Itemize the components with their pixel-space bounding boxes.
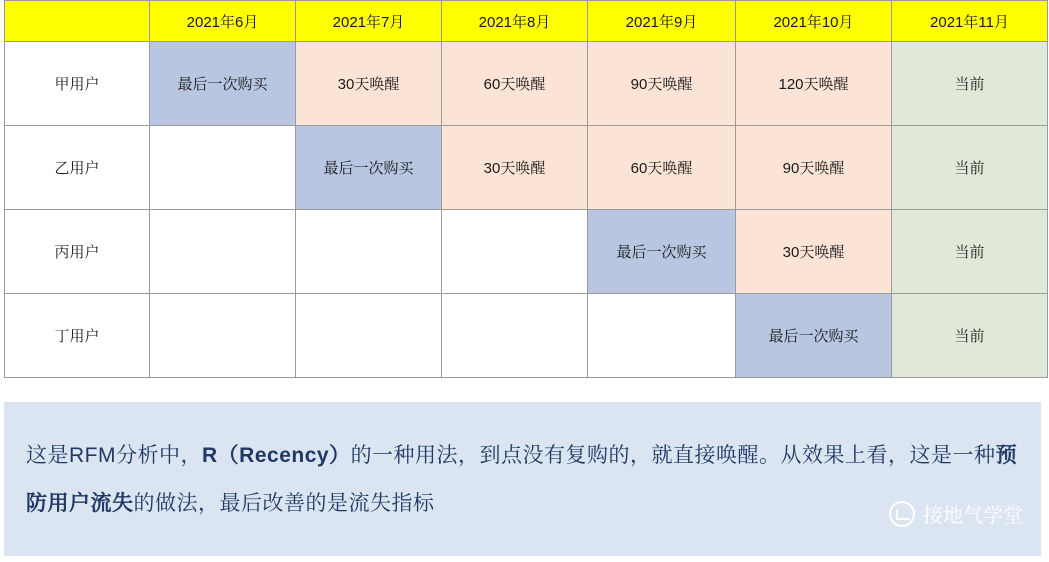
column-header-2021-09: 2021年9月 [588, 1, 736, 42]
cell-user-b-2021-08: 30天唤醒 [442, 126, 588, 210]
note-segment-bold: R（Recency） [202, 444, 351, 467]
note-segment: 的做法，最后改善的是流失指标 [133, 492, 435, 515]
table-row [5, 294, 1048, 378]
cell-user-c-2021-11: 当前 [892, 210, 1048, 294]
cell-user-d-2021-11: 当前 [892, 294, 1048, 378]
note-text [26, 432, 1026, 528]
cell-user-a-2021-10: 120天唤醒 [736, 42, 892, 126]
cell-user-b-2021-06 [150, 126, 296, 210]
cell-user-a-2021-06: 最后一次购买 [150, 42, 296, 126]
cell-user-c-2021-06 [150, 210, 296, 294]
table-row [5, 210, 1048, 294]
table-body [5, 1, 1048, 378]
table-row [5, 126, 1048, 210]
brand-name: 接地气学堂 [923, 505, 1023, 527]
cell-user-a-2021-07: 30天唤醒 [296, 42, 442, 126]
cell-user-c-2021-07 [296, 210, 442, 294]
cell-user-c-2021-09: 最后一次购买 [588, 210, 736, 294]
cell-user-a-2021-08: 60天唤醒 [442, 42, 588, 126]
table-header-row [5, 1, 1048, 42]
cell-user-b-2021-11: 当前 [892, 126, 1048, 210]
row-label-user-b: 乙用户 [5, 126, 150, 210]
column-header-2021-07: 2021年7月 [296, 1, 442, 42]
cell-user-a-2021-11: 当前 [892, 42, 1048, 126]
cell-user-b-2021-07: 最后一次购买 [296, 126, 442, 210]
rfm-timeline-table [4, 0, 1048, 378]
cell-user-a-2021-09: 90天唤醒 [588, 42, 736, 126]
circle-check-icon [889, 501, 915, 527]
cell-user-d-2021-09 [588, 294, 736, 378]
row-label-user-c: 丙用户 [5, 210, 150, 294]
cell-user-d-2021-06 [150, 294, 296, 378]
cell-user-d-2021-07 [296, 294, 442, 378]
cell-user-c-2021-08 [442, 210, 588, 294]
column-header-2021-11: 2021年11月 [892, 1, 1048, 42]
note-segment: 的一种用法，到点没有复购的，就直接唤醒。从效果上看，这是一种 [350, 444, 996, 467]
row-label-user-d: 丁用户 [5, 294, 150, 378]
cell-user-d-2021-10: 最后一次购买 [736, 294, 892, 378]
column-header-2021-08: 2021年8月 [442, 1, 588, 42]
note-panel [4, 402, 1041, 556]
note-segment-bold: 预防用户流失 [26, 444, 1018, 515]
cell-user-b-2021-10: 90天唤醒 [736, 126, 892, 210]
cell-user-b-2021-09: 60天唤醒 [588, 126, 736, 210]
table-row [5, 42, 1048, 126]
brand-watermark [889, 499, 1023, 528]
cell-user-d-2021-08 [442, 294, 588, 378]
column-header-2021-06: 2021年6月 [150, 1, 296, 42]
column-header-2021-10: 2021年10月 [736, 1, 892, 42]
cell-user-c-2021-10: 30天唤醒 [736, 210, 892, 294]
note-segment: 这是RFM分析中， [26, 444, 202, 467]
table-corner-cell [5, 1, 150, 42]
row-label-user-a: 甲用户 [5, 42, 150, 126]
